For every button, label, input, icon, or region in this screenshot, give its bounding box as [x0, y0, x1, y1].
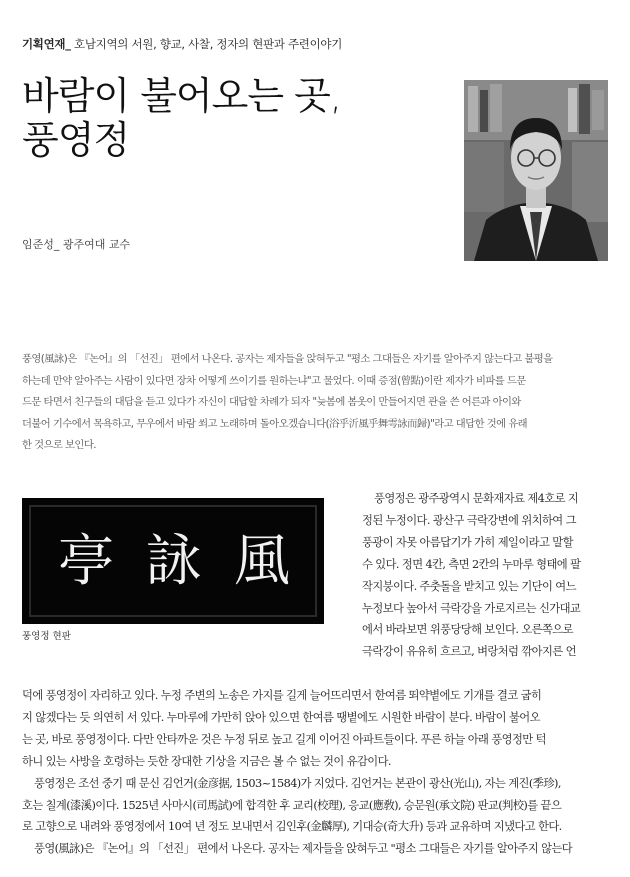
body-column-right — [362, 488, 610, 663]
body-column-full — [22, 685, 610, 860]
intro-line: 한 것으로 보인다. — [22, 439, 96, 451]
body-line: 로 고향으로 내려와 풍영정에서 10여 년 정도 보내면서 김인후(金麟厚), 기대승(奇大升) 등과 교유하며 지냈다고 한다. — [22, 820, 562, 834]
author-affiliation: 광주여대 교수 — [62, 238, 131, 251]
intro-line: 풍영(風詠)은 『논어』의 「선진」 편에서 나온다. 공자는 제자들을 앉혀두고 "평소 그대들은 자기를 알아주지 않는다고 불평을 — [22, 353, 553, 365]
plaque-char: 亭 — [58, 529, 114, 594]
body-line: 풍영정은 조선 중기 때 문신 김언거(金彦据, 1503~1584)가 지었다. 김언거는 본관이 광산(光山), 자는 계진(季珍), — [34, 776, 561, 790]
body-line: 풍영정은 광주광역시 문화재자료 제4호로 지 — [374, 492, 579, 505]
byline — [22, 236, 130, 252]
series-label: 기획연재_ — [22, 37, 71, 51]
author-name: 임준성_ — [22, 238, 60, 251]
intro-line: 더불어 기수에서 목욕하고, 무우에서 바람 쐬고 노래하며 돌아오겠습니다(浴乎沂風乎舞雩詠而歸)"라고 대답한 것에 유래 — [22, 417, 528, 430]
plaque-char: 風 — [234, 529, 290, 594]
figure-caption: 풍영정 현판 — [22, 631, 71, 642]
body-line: 호는 칠계(漆溪)이다. 1525년 사마시(司馬試)에 합격한 후 교리(校理), 응교(應敎), 승문원(承文院) 판교(判校)를 끝으 — [22, 798, 562, 812]
body-line: 작지붕이다. 주춧돌을 받치고 있는 기단이 여느 — [362, 579, 576, 593]
body-line: 하니 있는 사방을 호령하는 듯한 장대한 기상을 지금은 볼 수 없는 것이 유감이다. — [22, 754, 391, 768]
body-line: 덕에 풍영정이 자리하고 있다. 누정 주변의 노송은 가지를 길게 늘어뜨리면서 한여름 뙤약볕에도 기개를 결코 굽히 — [22, 689, 542, 702]
body-line: 에서 바라보면 위풍당당해 보인다. 오른쪽으로 — [362, 623, 573, 637]
body-line: 수 있다. 정면 4칸, 측면 2칸의 누마루 형태에 팔 — [362, 557, 581, 571]
title-line-1: 바람이 불어오는 곳, — [22, 74, 341, 118]
body-line: 풍영(風詠)은 『논어』의 「선진」 편에서 나온다. 공자는 제자들을 앉혀두고 "평소 그대들은 자기를 알아주지 않는다 — [34, 842, 573, 856]
author-portrait — [464, 80, 608, 261]
body-line: 지 않겠다는 듯 의연히 서 있다. 누마루에 가만히 앉아 있으면 한여름 땡볕에도 시원한 바람이 분다. 바람이 불어오 — [22, 710, 540, 724]
intro-paragraph — [22, 349, 610, 457]
intro-line: 드문 타면서 친구들의 대답을 듣고 있다가 자신이 대답할 차례가 되자 "늦봄에 봄옷이 만들어지면 관을 쓴 어른과 아이와 — [22, 396, 521, 408]
article-title — [22, 74, 341, 162]
body-line: 누정보다 높아서 극락강을 가로지르는 신가대교 — [362, 601, 581, 615]
title-line-2: 풍영정 — [22, 118, 130, 162]
author-portrait-image — [464, 80, 608, 261]
series-subtitle: 호남지역의 서원, 향교, 사찰, 정자의 현판과 주련이야기 — [74, 37, 343, 51]
body-line: 는 곳, 바로 풍영정이다. 다만 안타까운 것은 누정 뒤로 높고 길게 이어진 아파트들이다. 푸른 하늘 아래 풍영정만 턱 — [22, 732, 546, 746]
signboard-graphic — [22, 498, 324, 624]
intro-line: 하는데 만약 알아주는 사람이 있다면 장차 어떻게 쓰이기를 원하는냐"고 물었다. 이때 증점(曾點)이란 제자가 비파를 드문 — [22, 374, 526, 387]
body-line: 풍광이 자못 아름답기가 가히 제일이라고 말할 — [362, 535, 573, 549]
signboard-image — [22, 498, 324, 624]
plaque-char: 詠 — [146, 529, 202, 594]
series-header — [22, 36, 342, 52]
body-line: 극락강이 유유히 흐르고, 벼랑처럼 깎아지른 언 — [362, 645, 576, 659]
body-line: 정된 누정이다. 광산구 극락강변에 위치하여 그 — [362, 513, 576, 527]
